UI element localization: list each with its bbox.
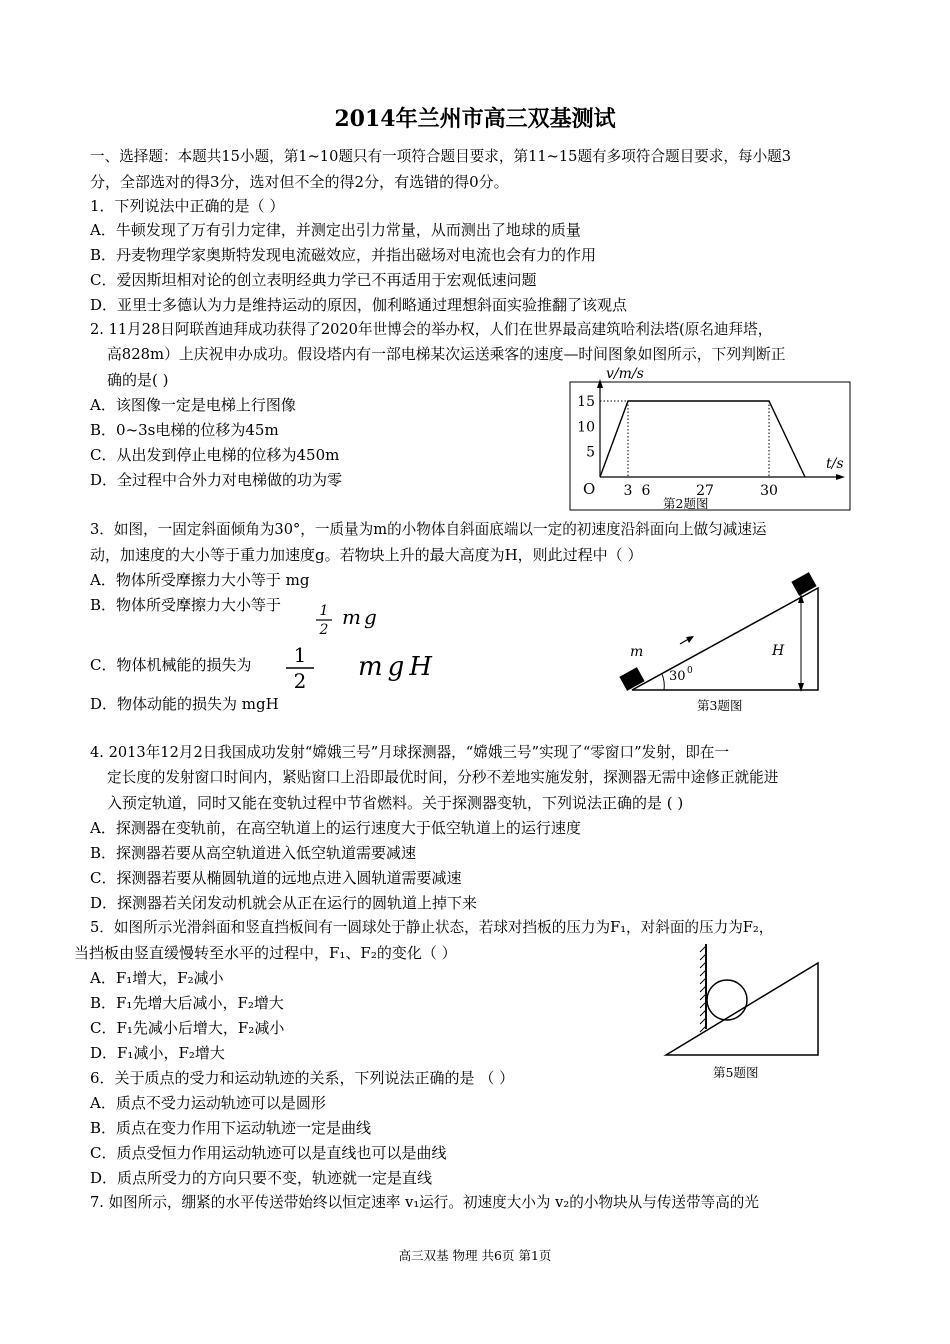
x-axis-arrow bbox=[836, 474, 845, 480]
y-axis-label: v/m/s bbox=[606, 366, 644, 382]
q5-stem-line1: 5．如图所示光滑斜面和竖直挡板间有一圆球处于静止状态，若球对挡板的压力为F₁，对斜面的压力为F₂， bbox=[90, 919, 774, 936]
svg-text:第5题图: 第5题图 bbox=[713, 1065, 759, 1080]
q5-option-a: A．F₁增大，F₂减小 bbox=[90, 969, 224, 987]
y-tick-label: 10 bbox=[577, 419, 595, 436]
x-tick-label: 27 bbox=[696, 483, 714, 499]
y-tick-label: 5 bbox=[586, 444, 595, 461]
q1-option-c: C．爱因斯坦相对论的创立表明经典力学已不再适用于宏观低速问题 bbox=[90, 271, 537, 289]
x-tick-label: 3 bbox=[623, 483, 633, 499]
x-tick-label: 6 bbox=[641, 483, 651, 499]
q5-option-d: D．F₁减小，F₂增大 bbox=[90, 1044, 225, 1062]
svg-text:第3题图: 第3题图 bbox=[697, 698, 743, 713]
q3-option-d: D．物体动能的损失为 mgH bbox=[90, 695, 279, 713]
q1-option-b: B．丹麦物理学家奥斯特发现电流磁效应，并指出磁场对电流也会有力的作用 bbox=[90, 246, 597, 264]
q6-option-b: B．质点在变力作用下运动轨迹一定是曲线 bbox=[90, 1119, 372, 1137]
chart-caption: 第2题图 bbox=[663, 496, 709, 511]
velocity-line bbox=[600, 401, 805, 477]
q6-stem: 6．关于质点的受力和运动轨迹的关系，下列说法正确的是 （ ） bbox=[90, 1069, 515, 1087]
x-axis-label: t/s bbox=[826, 456, 844, 472]
q6-option-d: D．质点所受力的方向只要不变，轨迹就一定是直线 bbox=[90, 1169, 433, 1187]
baffle-hatching bbox=[700, 946, 706, 1032]
q1-option-a: A．牛顿发现了万有引力定律，并测定出引力常量，从而测出了地球的质量 bbox=[90, 221, 581, 239]
q2-option-a: A．该图像一定是电梯上行图像 bbox=[90, 396, 296, 414]
block-bottom bbox=[619, 667, 644, 691]
incline bbox=[666, 963, 818, 1055]
q3-option-b-fraction bbox=[310, 600, 450, 638]
block-top bbox=[791, 572, 816, 596]
svg-text:mgH: mgH bbox=[358, 652, 437, 682]
q7-stem-line1: 7. 如图所示，绷紧的水平传送带始终以恒定速率 v₁运行。初速度大小为 v₂的小物块从与传送带等高的光 bbox=[90, 1194, 759, 1211]
q2-stem-line2: 高828m）上庆祝申办成功。假设塔内有一部电梯某次运送乘客的速度—时间图象如图所示，下列判断正 bbox=[107, 346, 786, 363]
q3-option-b: B．物体所受摩擦力大小等于 bbox=[90, 596, 282, 614]
q6-option-a: A．质点不受力运动轨迹可以是圆形 bbox=[90, 1094, 326, 1112]
svg-text:2: 2 bbox=[293, 669, 307, 693]
q4-stem-line3: 入预定轨道，同时又能在变轨过程中节省燃料。关于探测器变轨，下列说法正确的是 ( ) bbox=[107, 794, 684, 812]
svg-text:1: 1 bbox=[319, 603, 329, 619]
q2-option-d: D．全过程中合外力对电梯做的功为零 bbox=[90, 471, 343, 489]
q6-option-c: C．质点受恒力作用运动轨迹可以是直线也可以是曲线 bbox=[90, 1144, 447, 1162]
y-axis-arrow bbox=[597, 379, 603, 388]
svg-text:0: 0 bbox=[687, 666, 693, 676]
section-instruction-line1: 一、选择题：本题共15小题，第1~10题只有一项符合题目要求，第11~15题有多项符合题目要求，每小题3 bbox=[90, 148, 792, 165]
q2-stem-line3: 确的是( ) bbox=[107, 371, 169, 389]
svg-text:1: 1 bbox=[293, 643, 307, 667]
q4-stem-line1: 4. 2013年12月2日我国成功发射“嫦娥三号”月球探测器，“嫦娥三号”实现了“零窗口”发射，即在一 bbox=[90, 744, 730, 761]
velocity-arrow bbox=[680, 637, 692, 644]
svg-text:m: m bbox=[630, 644, 644, 660]
y-tick-label: 15 bbox=[577, 394, 595, 410]
q2-option-b: B．0~3s电梯的位移为45m bbox=[90, 421, 279, 439]
q4-stem-line2: 定长度的发射窗口时间内，紧贴窗口上沿即最优时间，分秒不差地实施发射，探测器无需中途修正就能进 bbox=[107, 769, 779, 786]
svg-text:2: 2 bbox=[319, 622, 329, 638]
q1-stem: 1．下列说法中正确的是（ ） bbox=[90, 197, 285, 215]
q2-option-c: C．从出发到停止电梯的位移为450m bbox=[90, 446, 340, 464]
section-instruction-line2: 分，全部选对的得3分，选对但不全的得2分，有选错的得0分。 bbox=[90, 173, 509, 191]
svg-text:mg: mg bbox=[342, 605, 380, 629]
svg-text:30: 30 bbox=[669, 669, 686, 684]
q4-option-a: A．探测器在变轨前，在高空轨道上的运行速度大于低空轨道上的运行速度 bbox=[90, 819, 581, 837]
x-tick-label: 30 bbox=[760, 483, 778, 499]
ball bbox=[707, 980, 747, 1020]
page-footer: 高三双基 物理 共6页 第1页 bbox=[398, 1248, 552, 1263]
q3-option-a: A．物体所受摩擦力大小等于 mg bbox=[90, 571, 310, 589]
q3-option-c-fraction bbox=[282, 642, 542, 692]
q3-stem-line2: 动，加速度的大小等于重力加速度g。若物块上升的最大高度为H，则此过程中（ ） bbox=[90, 546, 643, 564]
q5-stem-line2: 当挡板由竖直缓慢转至水平的过程中，F₁、F₂的变化（ ） bbox=[74, 944, 457, 962]
chart-frame bbox=[570, 382, 850, 510]
q4-option-c: C．探测器若要从椭圆轨道的远地点进入圆轨道需要减速 bbox=[90, 869, 462, 887]
svg-text:H: H bbox=[772, 643, 785, 659]
q3-stem-line1: 3．如图，一固定斜面倾角为30°，一质量为m的小物体自斜面底端以一定的初速度沿斜面向上做匀减速运 bbox=[90, 521, 767, 538]
q5-option-c: C．F₁先减小后增大，F₂减小 bbox=[90, 1019, 285, 1037]
origin-label: O bbox=[583, 480, 596, 498]
q5-option-b: B．F₁先增大后减小，F₂增大 bbox=[90, 994, 284, 1012]
q2-stem-line1: 2. 11月28日阿联酋迪拜成功获得了2020年世博会的举办权，人们在世界最高建筑哈利法塔(原名迪拜塔， bbox=[90, 321, 773, 338]
q4-option-d: D．探测器若关闭发动机就会从正在运行的圆轨道上掉下来 bbox=[90, 894, 478, 912]
q3-option-c: C．物体机械能的损失为 bbox=[90, 656, 252, 674]
page-title: 2014年兰州市高三双基测试 bbox=[334, 106, 616, 132]
q4-option-b: B．探测器若要从高空轨道进入低空轨道需要减速 bbox=[90, 844, 417, 862]
q1-option-d: D．亚里士多德认为力是维持运动的原因，伽利略通过理想斜面实验推翻了该观点 bbox=[90, 296, 628, 314]
